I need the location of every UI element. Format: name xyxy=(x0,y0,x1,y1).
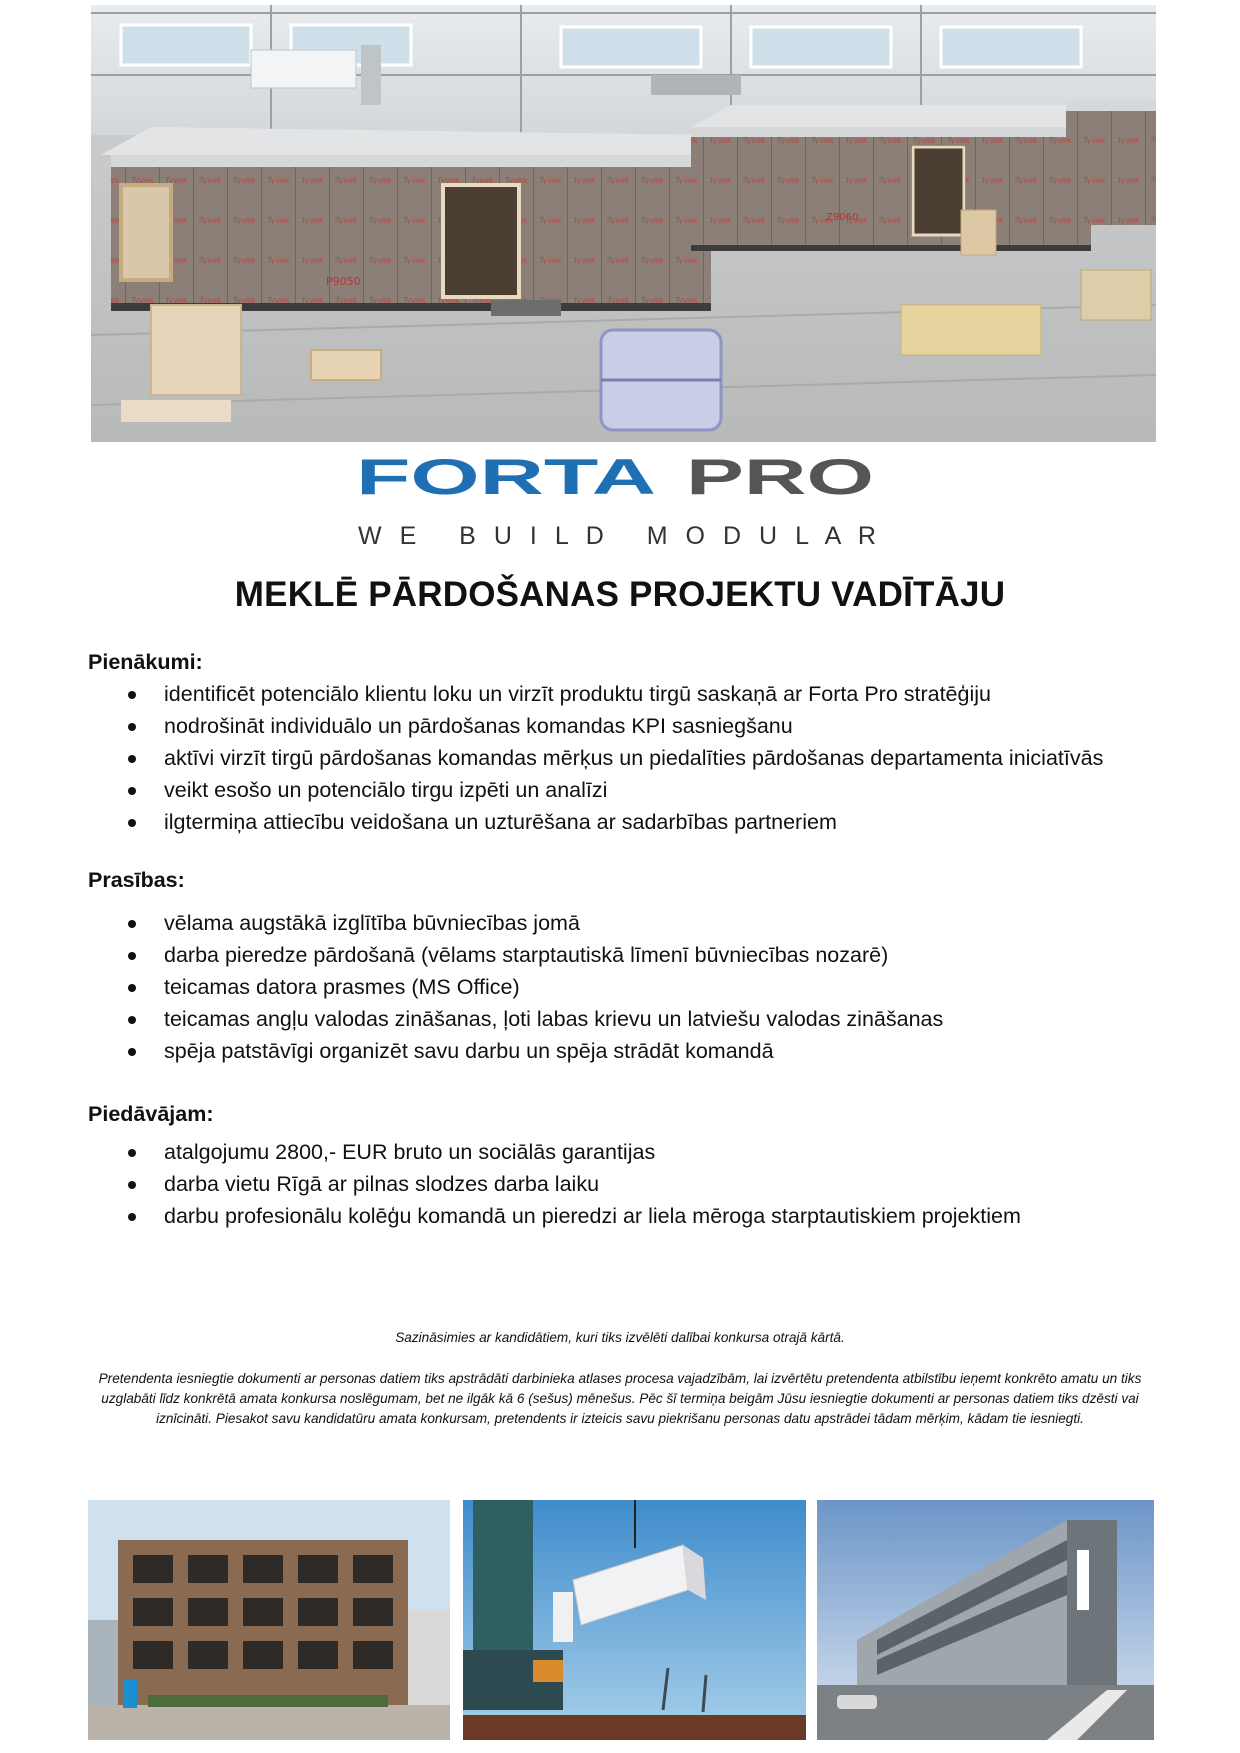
requirements-list xyxy=(124,907,1134,1067)
list-item: aktīvi virzīt tirgū pārdošanas komandas mērķus un piedalīties pārdošanas departamenta iniciatīvās xyxy=(124,742,1134,774)
hero-photo-factory xyxy=(91,5,1156,442)
list-item: veikt esošo un potenciālo tirgu izpēti un analīzi xyxy=(124,774,1134,806)
apartment-building-illustration xyxy=(88,1500,450,1740)
contact-note: Sazināsimies ar kandidātiem, kuri tiks izvēlēti dalībai konkursa otrajā kārtā. xyxy=(395,1330,845,1345)
forta-pro-logo xyxy=(0,456,1240,556)
module-marking-1: P9050 xyxy=(326,275,361,288)
logo-word-forta: FORTA xyxy=(356,456,656,505)
duties-list xyxy=(124,678,1134,838)
photo-crane-lifting-module xyxy=(463,1500,806,1740)
offer-list xyxy=(124,1136,1134,1232)
list-item: teicamas angļu valodas zināšanas, ļoti labas krievu un latviešu valodas zināšanas xyxy=(124,1003,1134,1035)
logo-tagline: W E B U I L D M O D U L A R xyxy=(358,522,876,550)
list-item: vēlama augstākā izglītība būvniecības jomā xyxy=(124,907,1134,939)
photo-hotel-building xyxy=(817,1500,1154,1740)
crane-illustration xyxy=(463,1500,806,1740)
list-item: darba vietu Rīgā ar pilnas slodzes darba laiku xyxy=(124,1168,1134,1200)
module-marking-2: Z9060 xyxy=(826,212,859,223)
offer-heading: Piedāvājam: xyxy=(88,1102,214,1126)
list-item: teicamas datora prasmes (MS Office) xyxy=(124,971,1134,1003)
hotel-illustration xyxy=(817,1500,1154,1740)
page-title: MEKLĒ PĀRDOŠANAS PROJEKTU VADĪTĀJU xyxy=(234,575,1006,614)
logo-mark xyxy=(350,456,890,556)
privacy-note: Pretendenta iesniegtie dokumenti ar personas datiem tiks apstrādāti darbinieka atlases procesa vajadzībām, lai izvērtētu pretendenta atbilstību ieņemt konkrēto amatu un tiks uzglabāti līdz konkrētā amata konkursa noslēgumam, bet ne ilgāk kā 6 (sešus) mēnešus. Pēc šī termiņa beigām Jūsu iesniegtie dokumenti ar personas datiem tiks dzēsti vai iznīcināti. Piesakot savu kandidatūru amata konkursam, pretendents ir izteicis savu piekrišanu personas datu apstrādei tādam mērķim, kādam tie iesniegti. xyxy=(98,1371,1142,1426)
factory-illustration xyxy=(91,5,1156,442)
list-item: darbu profesionālu kolēģu komandā un pieredzi ar liela mēroga starptautiskiem projektiem xyxy=(124,1200,1134,1232)
requirements-heading: Prasības: xyxy=(88,868,185,892)
list-item: identificēt potenciālo klientu loku un virzīt produktu tirgū saskaņā ar Forta Pro stratēģiju xyxy=(124,678,1134,710)
photo-apartment-building xyxy=(88,1500,450,1740)
duties-heading: Pienākumi: xyxy=(88,650,203,674)
list-item: ilgtermiņa attiecību veidošana un uzturēšana ar sadarbības partneriem xyxy=(124,806,1134,838)
list-item: spēja patstāvīgi organizēt savu darbu un spēja strādāt komandā xyxy=(124,1035,1134,1067)
logo-word-pro: PRO xyxy=(686,456,874,505)
list-item: nodrošināt individuālo un pārdošanas komandas KPI sasniegšanu xyxy=(124,710,1134,742)
list-item: atalgojumu 2800,- EUR bruto un sociālās garantijas xyxy=(124,1136,1134,1168)
list-item: darba pieredze pārdošanā (vēlams starptautiskā līmenī būvniecības nozarē) xyxy=(124,939,1134,971)
